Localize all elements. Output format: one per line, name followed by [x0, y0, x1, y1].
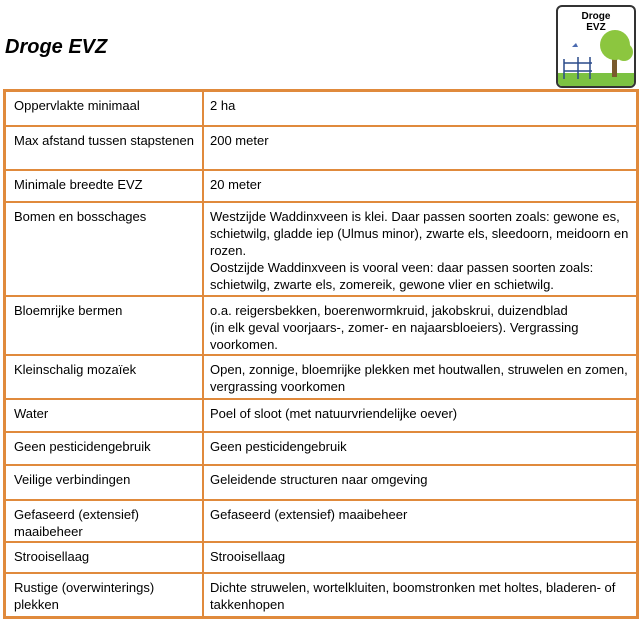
row-label: Geen pesticidengebruik	[6, 433, 204, 464]
row-label: Bomen en bosschages	[6, 203, 204, 295]
row-label: Max afstand tussen stapstenen	[6, 127, 204, 169]
row-value-line: Geen pesticidengebruik	[210, 439, 347, 454]
table-row	[6, 201, 636, 295]
table-row	[6, 169, 636, 201]
row-value	[204, 356, 636, 398]
table-row	[6, 464, 636, 499]
table-row	[6, 354, 636, 398]
row-label: Gefaseerd (extensief) maaibeheer	[6, 501, 204, 541]
row-label: Water	[6, 400, 204, 431]
table-row	[6, 431, 636, 464]
row-value-line: 200 meter	[210, 133, 269, 148]
row-value	[204, 543, 636, 572]
row-label: Minimale breedte EVZ	[6, 171, 204, 201]
row-value-line: Gefaseerd (extensief) maaibeheer	[210, 507, 408, 522]
row-value-line: Westzijde Waddinxveen is klei. Daar passen soorten zoals: gewone es, schietwilg, gladde iep (Ulmus minor), zwarte els, sleedoorn, meidoorn en rozen.	[210, 209, 629, 258]
row-value	[204, 574, 636, 616]
row-value	[204, 501, 636, 541]
logo-line2: EVZ	[586, 22, 606, 33]
table-row	[6, 295, 636, 354]
logo-line1: Droge	[581, 11, 611, 22]
table-row	[6, 92, 636, 125]
row-value-line: Geleidende structuren naar omgeving	[210, 472, 428, 487]
logo-text	[558, 11, 634, 33]
page-title: Droge EVZ	[5, 36, 108, 58]
row-label: Strooisellaag	[6, 543, 204, 572]
table-row	[6, 541, 636, 572]
row-value-line: 2 ha	[210, 98, 236, 113]
row-label: Kleinschalig mozaïek	[6, 356, 204, 398]
row-value-line: Open, zonnige, bloemrijke plekken met houtwallen, struwelen en zomen, vergrassing voorkomen	[210, 362, 628, 394]
row-value-line: o.a. reigersbekken, boerenwormkruid, jakobskrui, duizendblad	[210, 303, 568, 318]
row-value	[204, 466, 636, 499]
row-value-line: Dichte struwelen, wortelkluiten, boomstronken met holtes, bladeren- of takkenhopen	[210, 580, 616, 612]
table-row	[6, 499, 636, 541]
row-value-line: 20 meter	[210, 177, 262, 192]
row-value-line: Poel of sloot (met natuurvriendelijke oever)	[210, 406, 458, 421]
row-value-line: (in elk geval voorjaars-, zomer- en najaarsbloeiers). Vergrassing voorkomen.	[210, 320, 579, 352]
row-value	[204, 171, 636, 201]
row-value	[204, 203, 636, 295]
table-row	[6, 398, 636, 431]
row-label: Rustige (overwinterings) plekken	[6, 574, 204, 616]
row-value	[204, 433, 636, 464]
row-label: Bloemrijke bermen	[6, 297, 204, 354]
evz-requirements-table	[3, 89, 639, 619]
row-value	[204, 400, 636, 431]
row-value	[204, 127, 636, 169]
row-value-line: Oostzijde Waddinxveen is vooral veen: daar passen soorten zoals: schietwilg, zwarte els, zomereik, gewone vlier en schietwilg.	[210, 260, 594, 292]
row-label: Oppervlakte minimaal	[6, 92, 204, 125]
row-value-line: Strooisellaag	[210, 549, 286, 564]
table-row	[6, 125, 636, 169]
row-label: Veilige verbindingen	[6, 466, 204, 499]
droge-evz-logo	[556, 5, 636, 88]
row-value	[204, 92, 636, 125]
table-row	[6, 572, 636, 616]
row-value	[204, 297, 636, 354]
